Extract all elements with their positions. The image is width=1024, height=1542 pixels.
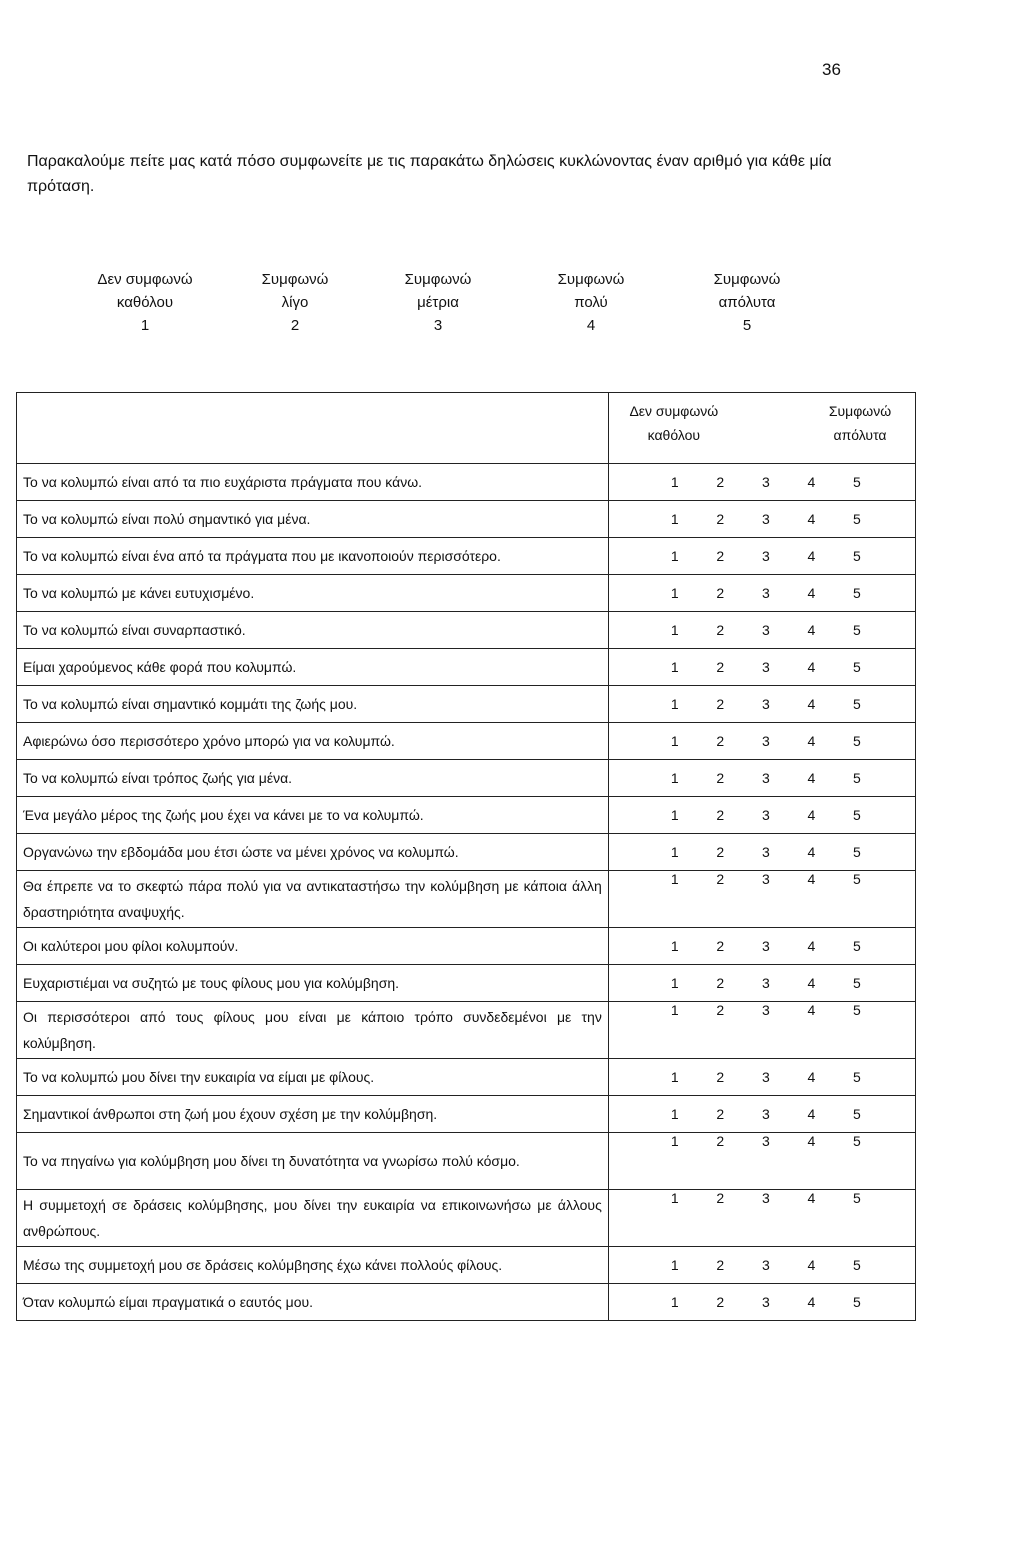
rating-option-5[interactable]: 5 bbox=[853, 1133, 861, 1149]
statement-text: Οι καλύτεροι μου φίλοι κολυμπούν. bbox=[17, 928, 609, 965]
rating-option-3[interactable]: 3 bbox=[761, 1106, 770, 1122]
scale-option-3 bbox=[353, 268, 523, 337]
rating-option-5[interactable]: 5 bbox=[853, 733, 861, 749]
statement-text: Το να κολυμπώ είναι σημαντικό κομμάτι της ζωής μου. bbox=[17, 686, 609, 723]
rating-option-2[interactable]: 2 bbox=[716, 938, 725, 954]
rating-option-2[interactable]: 2 bbox=[716, 733, 725, 749]
statement-text: Το να πηγαίνω για κολύμβηση μου δίνει τη δυνατότητα να γνωρίσω πολύ κόσμο. bbox=[17, 1133, 609, 1190]
rating-option-2[interactable]: 2 bbox=[716, 548, 725, 564]
rating-option-3[interactable]: 3 bbox=[761, 938, 770, 954]
rating-option-2[interactable]: 2 bbox=[716, 474, 725, 490]
scale-option-5 bbox=[662, 268, 832, 337]
rating-cell bbox=[608, 1284, 915, 1321]
statement-text: Ευχαριστιέμαι να συζητώ με τους φίλους μου για κολύμβηση. bbox=[17, 965, 609, 1002]
rating-option-5[interactable]: 5 bbox=[853, 548, 861, 564]
rating-option-2[interactable]: 2 bbox=[716, 1133, 725, 1149]
header-left-line1: Δεν συμφωνώ bbox=[629, 403, 719, 419]
rating-option-2[interactable]: 2 bbox=[716, 1294, 725, 1310]
table-row bbox=[17, 1247, 916, 1284]
rating-option-5[interactable]: 5 bbox=[853, 975, 861, 991]
rating-option-3[interactable]: 3 bbox=[761, 696, 770, 712]
rating-option-1[interactable]: 1 bbox=[670, 1294, 679, 1310]
rating-option-4[interactable]: 4 bbox=[807, 733, 816, 749]
table-row bbox=[17, 1002, 916, 1059]
rating-option-1[interactable]: 1 bbox=[670, 938, 679, 954]
rating-option-3[interactable]: 3 bbox=[761, 770, 770, 786]
rating-option-1[interactable]: 1 bbox=[670, 733, 679, 749]
rating-option-5[interactable]: 5 bbox=[853, 807, 861, 823]
statement-text: Το να κολυμπώ είναι πολύ σημαντικό για μένα. bbox=[17, 501, 609, 538]
rating-option-4[interactable]: 4 bbox=[807, 474, 816, 490]
rating-option-5[interactable]: 5 bbox=[853, 474, 861, 490]
rating-option-5[interactable]: 5 bbox=[853, 770, 861, 786]
statement-text: Το να κολυμπώ είναι από τα πιο ευχάριστα πράγματα που κάνω. bbox=[17, 464, 609, 501]
rating-option-5[interactable]: 5 bbox=[853, 844, 861, 860]
rating-option-3[interactable]: 3 bbox=[761, 659, 770, 675]
rating-cell bbox=[608, 575, 915, 612]
rating-option-4[interactable]: 4 bbox=[807, 1257, 816, 1273]
rating-cell bbox=[608, 965, 915, 1002]
rating-scale-legend bbox=[60, 268, 900, 348]
rating-cell bbox=[608, 1002, 915, 1059]
table-row bbox=[17, 464, 916, 501]
rating-option-1[interactable]: 1 bbox=[670, 474, 679, 490]
rating-option-5[interactable]: 5 bbox=[853, 511, 861, 527]
table-row bbox=[17, 612, 916, 649]
rating-cell bbox=[608, 834, 915, 871]
rating-option-2[interactable]: 2 bbox=[716, 1069, 725, 1085]
rating-option-4[interactable]: 4 bbox=[807, 770, 816, 786]
statement-text: Το να κολυμπώ είναι τρόπος ζωής για μένα. bbox=[17, 760, 609, 797]
rating-option-3[interactable]: 3 bbox=[761, 1190, 770, 1206]
header-scale-cell bbox=[608, 393, 915, 464]
rating-option-4[interactable]: 4 bbox=[807, 622, 816, 638]
scale-value: 1 bbox=[140, 317, 150, 334]
table-row bbox=[17, 760, 916, 797]
rating-option-2[interactable]: 2 bbox=[716, 622, 725, 638]
table-header-row bbox=[17, 393, 916, 464]
scale-label-line2: πολύ bbox=[574, 294, 608, 311]
statement-text: Οι περισσότεροι από τους φίλους μου είναι με κάποιο τρόπο συνδεδεμένοι με την κολύμβηση. bbox=[17, 1002, 609, 1059]
rating-option-2[interactable]: 2 bbox=[716, 844, 725, 860]
rating-option-3[interactable]: 3 bbox=[761, 844, 770, 860]
rating-option-4[interactable]: 4 bbox=[807, 696, 816, 712]
rating-option-2[interactable]: 2 bbox=[716, 659, 725, 675]
rating-cell bbox=[608, 1247, 915, 1284]
scale-option-4 bbox=[506, 268, 676, 337]
statement-text: Είμαι χαρούμενος κάθε φορά που κολυμπώ. bbox=[17, 649, 609, 686]
table-row bbox=[17, 871, 916, 928]
rating-cell bbox=[608, 760, 915, 797]
rating-option-5[interactable]: 5 bbox=[853, 871, 861, 887]
table-row bbox=[17, 965, 916, 1002]
scale-label-line1: Συμφωνώ bbox=[557, 271, 625, 288]
scale-label-line2: απόλυτα bbox=[718, 294, 776, 311]
rating-option-4[interactable]: 4 bbox=[807, 1133, 816, 1149]
rating-option-2[interactable]: 2 bbox=[716, 1106, 725, 1122]
statements-table bbox=[16, 392, 916, 1321]
rating-cell bbox=[608, 612, 915, 649]
rating-option-4[interactable]: 4 bbox=[807, 1002, 816, 1018]
rating-option-3[interactable]: 3 bbox=[761, 871, 770, 887]
rating-option-4[interactable]: 4 bbox=[807, 548, 816, 564]
rating-option-2[interactable]: 2 bbox=[716, 1002, 725, 1018]
scale-value: 3 bbox=[433, 317, 443, 334]
rating-cell bbox=[608, 649, 915, 686]
statement-text: Θα έπρεπε να το σκεφτώ πάρα πολύ για να αντικαταστήσω την κολύμβηση με κάποια άλλη δραστηριότητα αναψυχής. bbox=[17, 871, 609, 928]
scale-label-line1: Δεν συμφωνώ bbox=[97, 271, 193, 288]
rating-option-3[interactable]: 3 bbox=[761, 807, 770, 823]
rating-cell bbox=[608, 538, 915, 575]
scale-label-line1: Συμφωνώ bbox=[713, 271, 781, 288]
rating-option-4[interactable]: 4 bbox=[807, 1106, 816, 1122]
rating-cell bbox=[608, 797, 915, 834]
rating-option-3[interactable]: 3 bbox=[761, 1133, 770, 1149]
rating-option-5[interactable]: 5 bbox=[853, 1257, 861, 1273]
rating-option-5[interactable]: 5 bbox=[853, 1069, 861, 1085]
scale-value: 5 bbox=[742, 317, 752, 334]
rating-option-2[interactable]: 2 bbox=[716, 696, 725, 712]
table-row bbox=[17, 649, 916, 686]
scale-value: 4 bbox=[586, 317, 596, 334]
header-empty-cell bbox=[17, 393, 609, 464]
table-row bbox=[17, 575, 916, 612]
statement-text: Το να κολυμπώ είναι συναρπαστικό. bbox=[17, 612, 609, 649]
rating-option-4[interactable]: 4 bbox=[807, 807, 816, 823]
scale-label-line2: καθόλου bbox=[116, 294, 174, 311]
rating-cell bbox=[608, 723, 915, 760]
rating-option-1[interactable]: 1 bbox=[670, 1106, 679, 1122]
table-row bbox=[17, 501, 916, 538]
rating-option-5[interactable]: 5 bbox=[853, 622, 861, 638]
scale-label-line2: λίγο bbox=[281, 294, 309, 311]
rating-option-3[interactable]: 3 bbox=[761, 1294, 770, 1310]
statement-text: Το να κολυμπώ με κάνει ευτυχισμένο. bbox=[17, 575, 609, 612]
rating-option-1[interactable]: 1 bbox=[670, 548, 679, 564]
header-left-label bbox=[609, 399, 739, 447]
rating-option-1[interactable]: 1 bbox=[670, 770, 679, 786]
rating-option-2[interactable]: 2 bbox=[716, 585, 725, 601]
table-row bbox=[17, 797, 916, 834]
rating-option-4[interactable]: 4 bbox=[807, 938, 816, 954]
header-right-line2: απόλυτα bbox=[833, 427, 887, 443]
rating-option-1[interactable]: 1 bbox=[670, 871, 679, 887]
rating-option-2[interactable]: 2 bbox=[716, 1190, 725, 1206]
statement-text: Σημαντικοί άνθρωποι στη ζωή μου έχουν σχέση με την κολύμβηση. bbox=[17, 1096, 609, 1133]
table-row bbox=[17, 1284, 916, 1321]
rating-cell bbox=[608, 464, 915, 501]
rating-option-4[interactable]: 4 bbox=[807, 1190, 816, 1206]
rating-option-1[interactable]: 1 bbox=[670, 1133, 679, 1149]
scale-label-line1: Συμφωνώ bbox=[261, 271, 329, 288]
rating-option-2[interactable]: 2 bbox=[716, 807, 725, 823]
rating-option-3[interactable]: 3 bbox=[761, 1257, 770, 1273]
rating-option-4[interactable]: 4 bbox=[807, 585, 816, 601]
rating-option-5[interactable]: 5 bbox=[853, 696, 861, 712]
rating-option-1[interactable]: 1 bbox=[670, 807, 679, 823]
rating-option-2[interactable]: 2 bbox=[716, 511, 725, 527]
header-right-line1: Συμφωνώ bbox=[828, 403, 892, 419]
rating-option-3[interactable]: 3 bbox=[761, 1069, 770, 1085]
rating-option-2[interactable]: 2 bbox=[716, 1257, 725, 1273]
table-row bbox=[17, 928, 916, 965]
rating-option-4[interactable]: 4 bbox=[807, 1294, 816, 1310]
table-row bbox=[17, 1096, 916, 1133]
rating-option-3[interactable]: 3 bbox=[761, 548, 770, 564]
header-left-line2: καθόλου bbox=[647, 427, 701, 443]
rating-cell bbox=[608, 686, 915, 723]
rating-option-4[interactable]: 4 bbox=[807, 659, 816, 675]
rating-option-5[interactable]: 5 bbox=[853, 659, 861, 675]
rating-option-2[interactable]: 2 bbox=[716, 975, 725, 991]
rating-cell bbox=[608, 1096, 915, 1133]
table-row bbox=[17, 538, 916, 575]
page-number: 36 bbox=[822, 60, 841, 79]
table-row bbox=[17, 1059, 916, 1096]
rating-option-3[interactable]: 3 bbox=[761, 622, 770, 638]
statement-text: Μέσω της συμμετοχή μου σε δράσεις κολύμβησης έχω κάνει πολλούς φίλους. bbox=[17, 1247, 609, 1284]
rating-option-5[interactable]: 5 bbox=[853, 1294, 861, 1310]
rating-option-3[interactable]: 3 bbox=[761, 511, 770, 527]
statement-text: Ένα μεγάλο μέρος της ζωής μου έχει να κάνει με το να κολυμπώ. bbox=[17, 797, 609, 834]
rating-cell bbox=[608, 1059, 915, 1096]
rating-cell bbox=[608, 1190, 915, 1247]
rating-option-1[interactable]: 1 bbox=[670, 844, 679, 860]
table-row bbox=[17, 834, 916, 871]
statement-text: Το να κολυμπώ είναι ένα από τα πράγματα που με ικανοποιούν περισσότερο. bbox=[17, 538, 609, 575]
rating-option-1[interactable]: 1 bbox=[670, 1257, 679, 1273]
header-right-label bbox=[805, 399, 915, 447]
rating-option-1[interactable]: 1 bbox=[670, 659, 679, 675]
rating-option-1[interactable]: 1 bbox=[670, 1002, 679, 1018]
rating-option-5[interactable]: 5 bbox=[853, 938, 861, 954]
rating-option-5[interactable]: 5 bbox=[853, 1190, 861, 1206]
rating-option-5[interactable]: 5 bbox=[853, 1106, 861, 1122]
statement-text: Η συμμετοχή σε δράσεις κολύμβησης, μου δίνει την ευκαιρία να επικοινωνήσω με άλλους ανθρώπους. bbox=[17, 1190, 609, 1247]
rating-option-4[interactable]: 4 bbox=[807, 871, 816, 887]
rating-cell bbox=[608, 501, 915, 538]
rating-option-1[interactable]: 1 bbox=[670, 696, 679, 712]
statement-text: Όταν κολυμπώ είμαι πραγματικά ο εαυτός μου. bbox=[17, 1284, 609, 1321]
rating-option-3[interactable]: 3 bbox=[761, 585, 770, 601]
rating-cell bbox=[608, 928, 915, 965]
rating-option-5[interactable]: 5 bbox=[853, 585, 861, 601]
rating-option-1[interactable]: 1 bbox=[670, 585, 679, 601]
rating-option-1[interactable]: 1 bbox=[670, 511, 679, 527]
rating-option-3[interactable]: 3 bbox=[761, 1002, 770, 1018]
rating-option-1[interactable]: 1 bbox=[670, 1190, 679, 1206]
rating-option-4[interactable]: 4 bbox=[807, 844, 816, 860]
scale-label-line1: Συμφωνώ bbox=[404, 271, 472, 288]
rating-option-2[interactable]: 2 bbox=[716, 770, 725, 786]
scale-option-1 bbox=[60, 268, 230, 337]
rating-option-4[interactable]: 4 bbox=[807, 1069, 816, 1085]
scale-label-line2: μέτρια bbox=[417, 294, 459, 311]
rating-option-3[interactable]: 3 bbox=[761, 733, 770, 749]
rating-option-3[interactable]: 3 bbox=[761, 474, 770, 490]
rating-option-1[interactable]: 1 bbox=[670, 622, 679, 638]
rating-option-4[interactable]: 4 bbox=[807, 511, 816, 527]
rating-option-1[interactable]: 1 bbox=[670, 975, 679, 991]
table-row bbox=[17, 686, 916, 723]
rating-option-5[interactable]: 5 bbox=[853, 1002, 861, 1018]
table-row bbox=[17, 723, 916, 760]
rating-option-2[interactable]: 2 bbox=[716, 871, 725, 887]
table-row bbox=[17, 1133, 916, 1190]
table-row bbox=[17, 1190, 916, 1247]
rating-option-4[interactable]: 4 bbox=[807, 975, 816, 991]
rating-option-3[interactable]: 3 bbox=[761, 975, 770, 991]
rating-cell bbox=[608, 1133, 915, 1190]
statement-text: Το να κολυμπώ μου δίνει την ευκαιρία να είμαι με φίλους. bbox=[17, 1059, 609, 1096]
instructions: Παρακαλούμε πείτε μας κατά πόσο συμφωνείτε με τις παρακάτω δηλώσεις κυκλώνοντας έναν αριθμό για κάθε μία πρόταση. bbox=[27, 153, 832, 195]
statement-text: Αφιερώνω όσο περισσότερο χρόνο μπορώ για να κολυμπώ. bbox=[17, 723, 609, 760]
statement-text: Οργανώνω την εβδομάδα μου έτσι ώστε να μένει χρόνος να κολυμπώ. bbox=[17, 834, 609, 871]
rating-cell bbox=[608, 871, 915, 928]
rating-option-1[interactable]: 1 bbox=[670, 1069, 679, 1085]
scale-value: 2 bbox=[290, 317, 300, 334]
